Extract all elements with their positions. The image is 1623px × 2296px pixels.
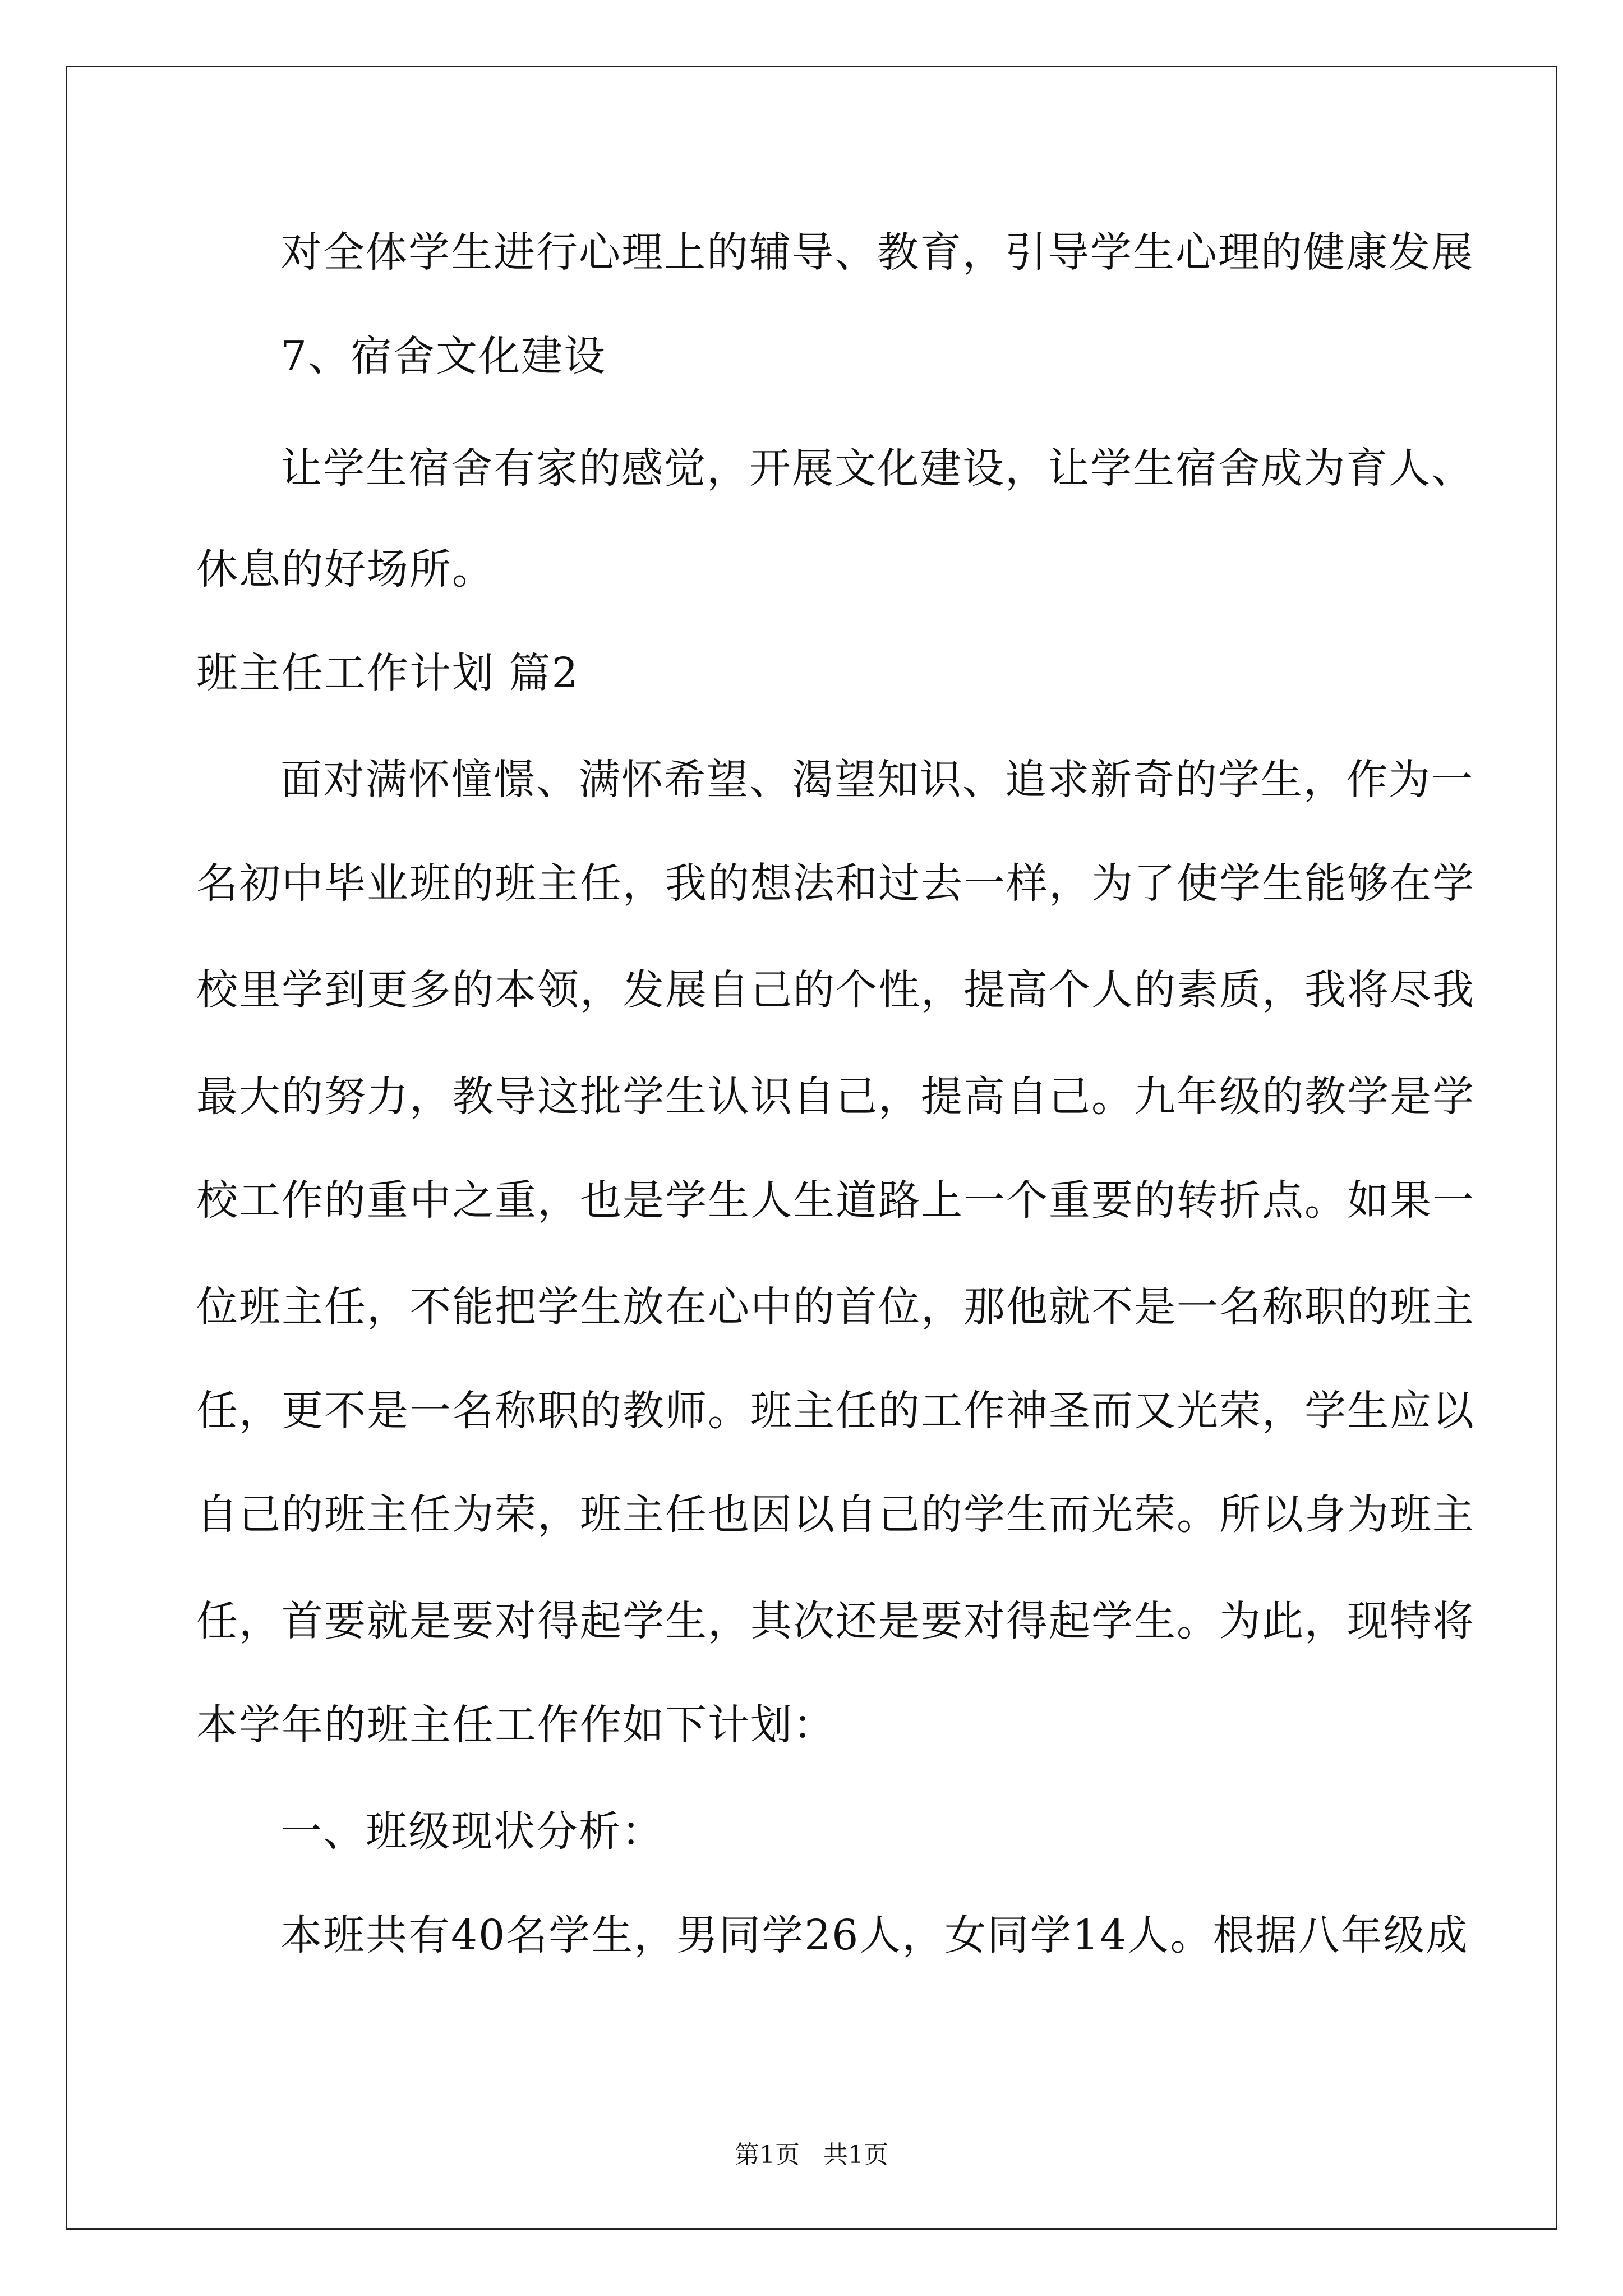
text-line: 任，更不是一名称职的教师。班主任的工作神圣而又光荣，学生应以 [196, 1387, 1475, 1435]
text-line: 休息的好场所。 [196, 545, 495, 593]
text-line: 最大的努力，教导这批学生认识自己，提高自己。九年级的教学是学 [196, 1073, 1475, 1121]
text-line: 校里学到更多的本领，发展自己的个性，提高个人的素质，我将尽我 [196, 966, 1475, 1014]
text-line: 自己的班主任为荣，班主任也因以自己的学生而光荣。所以身为班主 [196, 1490, 1475, 1539]
text-line: 位班主任，不能把学生放在心中的首位，那他就不是一名称职的班主 [196, 1283, 1475, 1331]
text-line: 对全体学生进行心理上的辅导、教育，引导学生心理的健康发展 [280, 228, 1474, 277]
section-heading: 7、宿舍文化建设 [280, 332, 607, 380]
article-title: 班主任工作计划 篇2 [196, 649, 579, 697]
text-line: 校工作的重中之重，也是学生人生道路上一个重要的转折点。如果一 [196, 1176, 1475, 1225]
text-line: 本学年的班主任工作作如下计划： [196, 1701, 836, 1749]
page-border [66, 66, 1557, 2230]
text-line: 任，首要就是要对得起学生，其次还是要对得起学生。为此，现特将 [196, 1597, 1475, 1645]
text-line: 面对满怀憧憬、满怀希望、渴望知识、追求新奇的学生，作为一 [280, 756, 1474, 804]
text-line: 本班共有40名学生，男同学26人，女同学14人。根据八年级成 [280, 1911, 1469, 1959]
text-line: 名初中毕业班的班主任，我的想法和过去一样，为了使学生能够在学 [196, 859, 1475, 908]
page-footer: 第1页 共1页 [735, 2141, 888, 2169]
text-line: 让学生宿舍有家的感觉，开展文化建设，让学生宿舍成为育人、 [280, 444, 1474, 493]
section-heading: 一、班级现状分析： [280, 1807, 664, 1856]
